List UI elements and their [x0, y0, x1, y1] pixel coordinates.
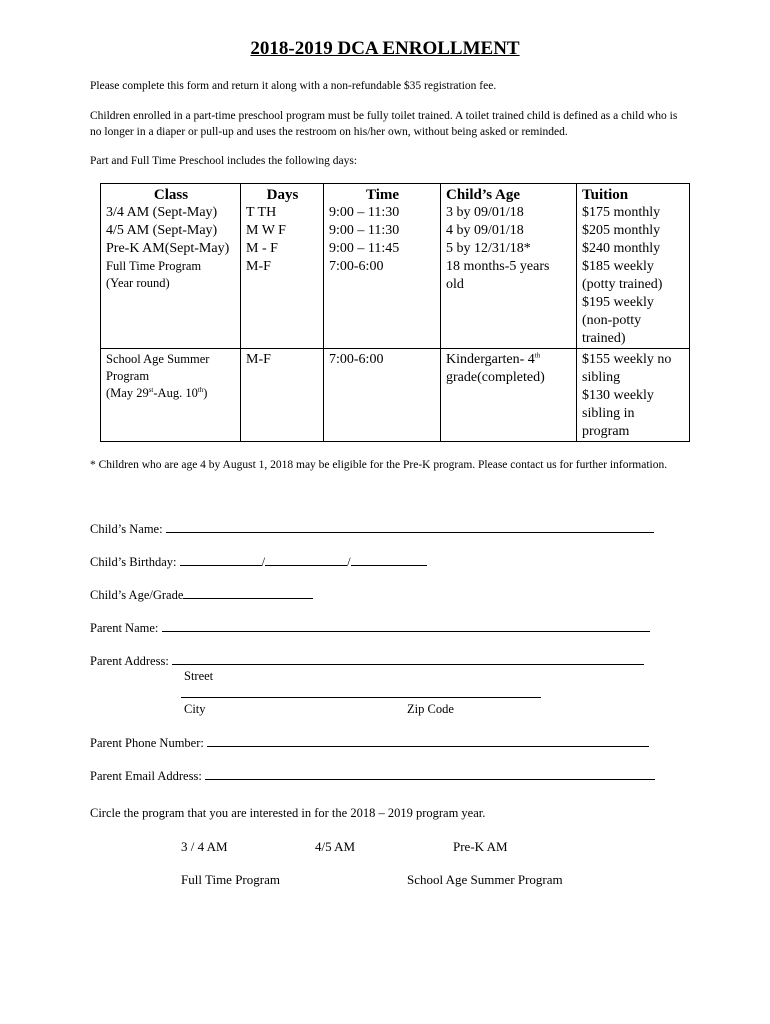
- age-item: 5 by 12/31/18*: [446, 241, 531, 256]
- circle-program-prompt: Circle the program that you are interested in for the 2018 – 2019 program year.: [90, 806, 486, 820]
- tuition-cell: [577, 349, 690, 442]
- class-cell: [101, 184, 241, 349]
- days-item: T TH: [246, 205, 277, 220]
- program-option-school-age-summer[interactable]: School Age Summer Program: [407, 872, 563, 887]
- class-item: 3/4 AM (Sept-May): [106, 205, 218, 220]
- days-note: Part and Full Time Preschool includes the following days:: [90, 155, 358, 167]
- tuition-item: $175 monthly: [582, 205, 661, 220]
- child-name-label: Child’s Name:: [90, 522, 163, 536]
- class-cell: [101, 349, 241, 442]
- days-item: M-F: [246, 259, 271, 274]
- class-item: (Year round): [106, 276, 170, 290]
- birthday-day-line[interactable]: [265, 553, 347, 566]
- class-item: Program: [106, 369, 150, 383]
- class-item: Full Time Program: [106, 259, 202, 273]
- birthday-separator: /: [347, 555, 351, 569]
- birthday-month-line[interactable]: [180, 553, 262, 566]
- birthday-year-line[interactable]: [351, 553, 427, 566]
- class-header: Class: [153, 187, 189, 203]
- time-cell: [324, 184, 441, 349]
- time-cell: [324, 349, 441, 442]
- parent-phone-line[interactable]: [207, 734, 649, 747]
- age-item: 4 by 09/01/18: [446, 223, 524, 238]
- age-item: grade(completed): [446, 370, 545, 385]
- time-item: 9:00 – 11:30: [329, 205, 400, 220]
- tuition-item: $195 weekly (non-potty trained): [582, 295, 654, 346]
- child-name-field[interactable]: [90, 520, 654, 537]
- tuition-item: $185 weekly (potty trained): [582, 259, 663, 292]
- fee-note: Please complete this form and return it along with a non-refundable $35 registration fee.: [90, 80, 497, 92]
- parent-phone-field[interactable]: [90, 734, 649, 751]
- days-cell: [241, 349, 324, 442]
- child-age-grade-line[interactable]: [183, 586, 313, 599]
- age-header: Child’s Age: [446, 187, 521, 203]
- time-item: 7:00-6:00: [329, 259, 384, 274]
- toilet-training-note: Children enrolled in a part-time preschool program must be fully toilet trained. A toilet trained child is defined as a child who is no longer in a diaper or pull-up and uses the restroom on his/her own, without being asked or reminded.: [90, 110, 678, 138]
- birthday-separator: /: [261, 555, 266, 569]
- days-item: M - F: [246, 241, 278, 256]
- time-item: 9:00 – 11:30: [329, 223, 400, 238]
- parent-name-label: Parent Name:: [90, 621, 159, 635]
- tuition-item: $240 monthly: [582, 241, 661, 256]
- days-cell: [241, 184, 324, 349]
- parent-name-field[interactable]: [90, 619, 650, 636]
- program-table: [100, 183, 690, 442]
- child-age-grade-label: Child’s Age/Grade: [90, 588, 184, 602]
- street-label: Street: [184, 669, 214, 683]
- street-line[interactable]: [172, 652, 644, 665]
- parent-email-field[interactable]: [90, 767, 655, 784]
- parent-address-field[interactable]: [90, 652, 644, 669]
- program-option-pre-k-am[interactable]: Pre-K AM: [453, 839, 508, 854]
- parent-phone-label: Parent Phone Number:: [90, 736, 204, 750]
- parent-address-label: Parent Address:: [90, 654, 169, 668]
- time-header: Time: [365, 187, 400, 203]
- days-item: M W F: [246, 223, 286, 238]
- parent-email-label: Parent Email Address:: [90, 769, 202, 783]
- age-item: 18 months-5 years old: [446, 259, 550, 292]
- class-item: Pre-K AM(Sept-May): [106, 241, 230, 256]
- tuition-item: $155 weekly no sibling: [582, 352, 672, 385]
- age-item: 3 by 09/01/18: [446, 205, 524, 220]
- pre-k-footnote: * Children who are age 4 by August 1, 2018 may be eligible for the Pre-K program. Please contact us for further information.: [90, 459, 668, 471]
- parent-email-line[interactable]: [205, 767, 655, 780]
- tuition-item: $205 monthly: [582, 223, 661, 238]
- city-zip-line[interactable]: [181, 685, 541, 698]
- class-item: School Age Summer: [106, 352, 210, 366]
- tuition-cell: [577, 184, 690, 349]
- days-item: M-F: [246, 352, 271, 367]
- time-item: 9:00 – 11:45: [329, 241, 400, 256]
- tuition-header: Tuition: [582, 187, 629, 203]
- child-birthday-field[interactable]: [90, 553, 427, 570]
- class-item: 4/5 AM (Sept-May): [106, 223, 218, 238]
- city-label: City: [184, 702, 206, 716]
- child-age-grade-field[interactable]: [90, 586, 313, 603]
- child-name-line[interactable]: [166, 520, 654, 533]
- tuition-item: $130 weekly sibling in program: [582, 388, 654, 439]
- age-item: Kindergarten- 4th: [446, 351, 541, 367]
- zip-label: Zip Code: [407, 702, 454, 716]
- parent-name-line[interactable]: [162, 619, 650, 632]
- class-item: (May 29st-Aug. 10th): [106, 385, 208, 400]
- program-option-4-5-am[interactable]: 4/5 AM: [315, 839, 356, 854]
- age-cell: [441, 184, 577, 349]
- age-cell: [441, 349, 577, 442]
- time-item: 7:00-6:00: [329, 352, 384, 367]
- table-row: [101, 184, 690, 349]
- page-title: 2018-2019 DCA ENROLLMENT: [250, 38, 520, 59]
- program-option-3-4-am[interactable]: 3 / 4 AM: [181, 839, 228, 854]
- child-birthday-label: Child’s Birthday:: [90, 555, 177, 569]
- table-row: [101, 349, 690, 442]
- program-option-full-time[interactable]: Full Time Program: [181, 872, 280, 887]
- days-header: Days: [266, 187, 299, 203]
